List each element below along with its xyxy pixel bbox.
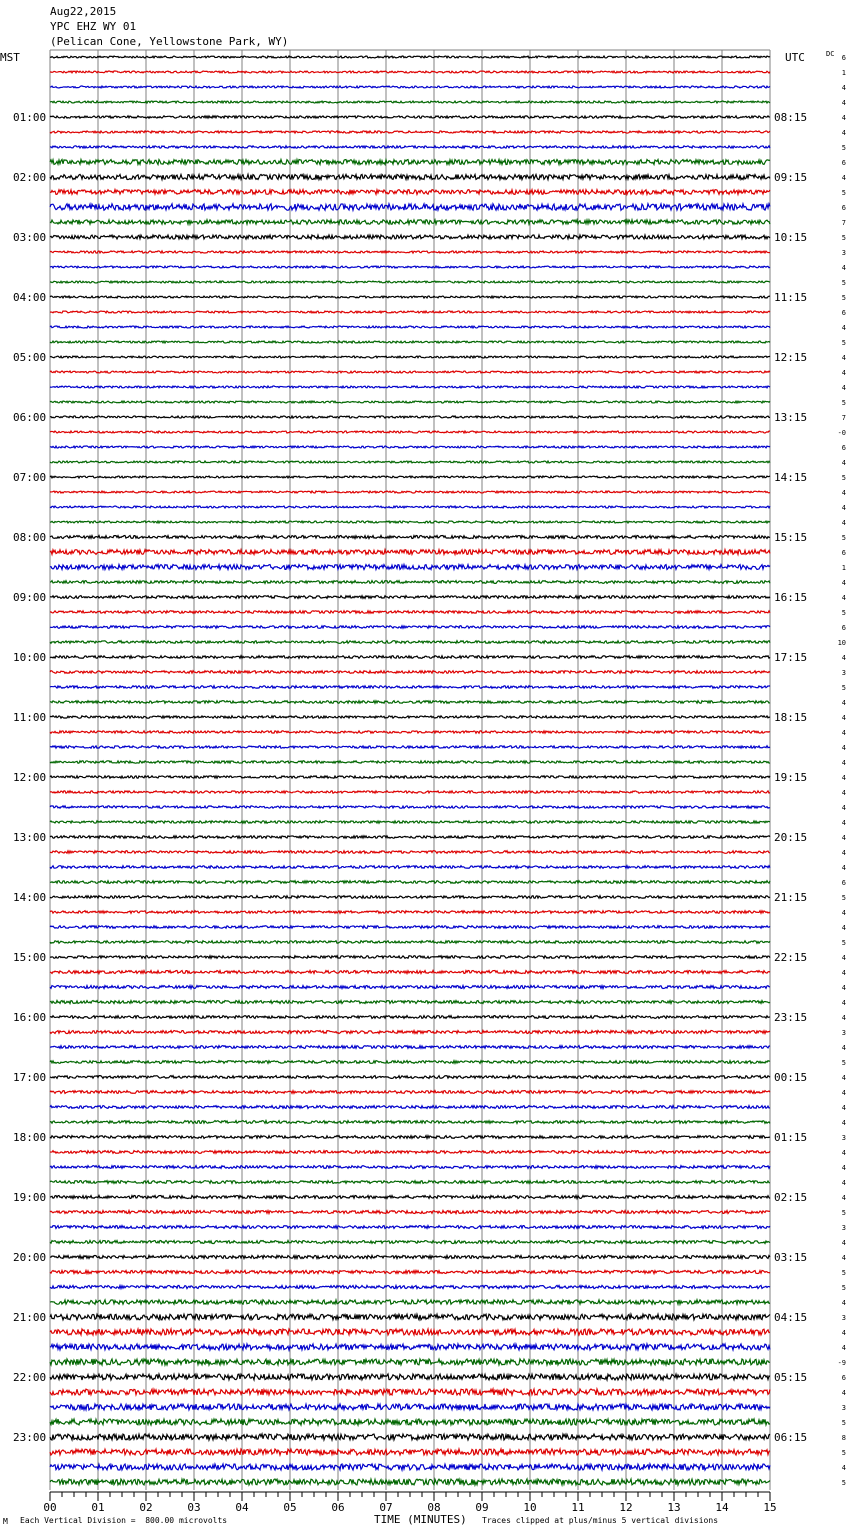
trace-row	[50, 941, 770, 944]
trace-row	[50, 866, 770, 869]
trace-row	[50, 416, 770, 418]
dc-offset-value: -9	[837, 1359, 846, 1367]
dc-offset-value: 4	[841, 1464, 846, 1472]
utc-hour-label: 10:15	[774, 231, 808, 244]
mst-hour-label: 03:00	[13, 231, 47, 244]
dc-offset-value: 4	[841, 99, 846, 107]
trace-row	[50, 476, 770, 478]
dc-offset-value: 5	[841, 1419, 846, 1427]
dc-offset-value: 4	[841, 1014, 846, 1022]
trace-row	[50, 220, 770, 224]
utc-hour-label: 21:15	[774, 891, 808, 904]
dc-offset-value: 4	[841, 759, 846, 767]
utc-hour-label: 09:15	[774, 171, 808, 184]
trace-row	[50, 956, 770, 959]
mst-hour-label: 04:00	[13, 291, 47, 304]
x-tick-label: 07	[379, 1501, 393, 1514]
dc-offset-value: 4	[841, 1044, 846, 1052]
trace-row	[50, 401, 770, 403]
dc-offset-value: 4	[841, 729, 846, 737]
dc-offset-value: 5	[841, 894, 846, 902]
mst-hour-label: 14:00	[13, 891, 47, 904]
trace-row	[50, 656, 770, 659]
dc-offset-value: 1	[841, 564, 846, 572]
dc-offset-value: 4	[841, 744, 846, 752]
dc-offset-value: 4	[841, 864, 846, 872]
trace-row	[50, 851, 770, 854]
dc-offset-value: 4	[841, 384, 846, 392]
trace-row	[50, 204, 770, 210]
trace-row	[50, 986, 770, 989]
trace-row	[50, 806, 770, 808]
dc-offset-value: 5	[841, 1209, 846, 1217]
x-tick-label: 11	[571, 1501, 585, 1514]
scale-note: Each Vertical Division = 800.00 microvolts	[20, 1516, 228, 1525]
dc-offset-value: 4	[841, 354, 846, 362]
dc-offset-value: 4	[841, 84, 846, 92]
x-tick-label: 01	[91, 1501, 105, 1514]
dc-offset-value: 4	[841, 1344, 846, 1352]
dc-offset-value: 4	[841, 1329, 846, 1337]
dc-offset-value: 4	[841, 324, 846, 332]
trace-row	[50, 386, 770, 388]
dc-offset-value: 4	[841, 1149, 846, 1157]
dc-offset-value: 3	[841, 1314, 846, 1322]
dc-offset-value: 5	[841, 294, 846, 302]
utc-hour-label: 11:15	[774, 291, 808, 304]
trace-row	[50, 716, 770, 718]
trace-row	[50, 1181, 770, 1184]
trace-row	[50, 101, 770, 103]
dc-offset-value: 5	[841, 279, 846, 287]
trace-row	[50, 1241, 770, 1244]
x-tick-label: 06	[331, 1501, 345, 1514]
dc-offset-value: 7	[841, 414, 846, 422]
seismic-traces	[50, 56, 770, 1485]
dc-offset-value: 1	[841, 69, 846, 77]
dc-offset-value: 5	[841, 684, 846, 692]
trace-row	[50, 971, 770, 974]
trace-row	[50, 1464, 770, 1470]
trace-row	[50, 896, 770, 899]
dc-offset-value: 4	[841, 834, 846, 842]
mst-hour-label: 05:00	[13, 351, 47, 364]
trace-row	[50, 371, 770, 373]
dc-offset-value: 7	[841, 219, 846, 227]
dc-offset-value: 4	[841, 1164, 846, 1172]
dc-offset-value: 4	[841, 969, 846, 977]
trace-row	[50, 1226, 770, 1229]
mst-hour-label: 16:00	[13, 1011, 47, 1024]
dc-offset-value: 4	[841, 369, 846, 377]
trace-row	[50, 626, 770, 629]
utc-hour-label: 16:15	[774, 591, 808, 604]
x-tick-label: 12	[619, 1501, 633, 1514]
trace-row	[50, 146, 770, 148]
dc-offset-value: 4	[841, 849, 846, 857]
trace-row	[50, 881, 770, 884]
trace-row	[50, 311, 770, 313]
dc-offset-value: 4	[841, 1179, 846, 1187]
mst-hour-label: 11:00	[13, 711, 47, 724]
trace-row	[50, 1300, 770, 1304]
dc-offset-value: 4	[841, 519, 846, 527]
dc-offset-value: 5	[841, 144, 846, 152]
trace-row	[50, 1196, 770, 1199]
station-code: YPC EHZ WY 01	[50, 20, 137, 33]
dc-offset-value: 4	[841, 984, 846, 992]
dc-offset-value: 4	[841, 174, 846, 182]
trace-row	[50, 641, 770, 644]
mst-hour-label: 09:00	[13, 591, 47, 604]
mst-hour-label: 18:00	[13, 1131, 47, 1144]
trace-row	[50, 1479, 770, 1485]
dc-offset-value: 4	[841, 459, 846, 467]
mst-hour-label: 13:00	[13, 831, 47, 844]
x-axis	[43, 1492, 776, 1514]
dc-offset-value: 4	[841, 774, 846, 782]
dc-offset-value: 4	[841, 1104, 846, 1112]
trace-row	[50, 1329, 770, 1335]
right-timezone-label: UTC	[785, 51, 805, 64]
utc-hour-label: 06:15	[774, 1431, 808, 1444]
dc-offset-value: 5	[841, 1479, 846, 1487]
mst-hour-label: 21:00	[13, 1311, 47, 1324]
left-timezone-label: MST	[0, 51, 20, 64]
mst-hour-label: 20:00	[13, 1251, 47, 1264]
utc-hour-label: 20:15	[774, 831, 808, 844]
utc-hour-label: 08:15	[774, 111, 808, 124]
dc-offset-value: 3	[841, 1404, 846, 1412]
trace-row	[50, 701, 770, 704]
dc-offset-value: 6	[841, 444, 846, 452]
trace-row	[50, 536, 770, 539]
dc-offset-value: 4	[841, 714, 846, 722]
trace-row	[50, 356, 770, 358]
utc-hour-label: 18:15	[774, 711, 808, 724]
dc-offset-value: 5	[841, 1449, 846, 1457]
trace-row	[50, 596, 770, 599]
dc-offset-value: 4	[841, 579, 846, 587]
trace-row	[50, 776, 770, 778]
dc-offset-value: 6	[841, 309, 846, 317]
x-tick-label: 14	[715, 1501, 729, 1514]
dc-offset-value: 4	[841, 1119, 846, 1127]
x-tick-label: 04	[235, 1501, 249, 1514]
trace-row	[50, 1106, 770, 1109]
trace-row	[50, 174, 770, 179]
mst-hour-label: 02:00	[13, 171, 47, 184]
utc-hour-label: 05:15	[774, 1371, 808, 1384]
dc-offset-value: 5	[841, 234, 846, 242]
utc-hour-label: 13:15	[774, 411, 808, 424]
trace-row	[50, 131, 770, 133]
x-tick-label: 15	[763, 1501, 777, 1514]
trace-row	[50, 1434, 770, 1440]
trace-row	[50, 671, 770, 674]
dc-offset-value: 4	[841, 1074, 846, 1082]
trace-row	[50, 1046, 770, 1049]
trace-row	[50, 431, 770, 433]
trace-row	[50, 1166, 770, 1169]
trace-row	[50, 926, 770, 929]
x-tick-label: 13	[667, 1501, 681, 1514]
x-tick-label: 05	[283, 1501, 297, 1514]
mst-hour-label: 22:00	[13, 1371, 47, 1384]
dc-offset-value: 5	[841, 1269, 846, 1277]
trace-row	[50, 116, 770, 118]
trace-row	[50, 1076, 770, 1079]
mst-hour-label: 23:00	[13, 1431, 47, 1444]
trace-row	[50, 341, 770, 343]
trace-row	[50, 1031, 770, 1034]
trace-row	[50, 1449, 770, 1455]
dc-offset-value: 3	[841, 1224, 846, 1232]
trace-row	[50, 1255, 770, 1258]
x-tick-label: 00	[43, 1501, 57, 1514]
dc-offset-value: 3	[841, 669, 846, 677]
record-date: Aug22,2015	[50, 5, 117, 18]
trace-row	[50, 281, 770, 283]
dc-offset-value: 6	[841, 54, 846, 62]
trace-row	[50, 565, 770, 570]
trace-row	[50, 1136, 770, 1139]
utc-hour-label: 14:15	[774, 471, 808, 484]
utc-hour-label: 03:15	[774, 1251, 808, 1264]
trace-row	[50, 686, 770, 689]
dc-offset-value: 10	[837, 639, 846, 647]
trace-row	[50, 1270, 770, 1273]
trace-row	[50, 1314, 770, 1320]
utc-hour-label: 17:15	[774, 651, 808, 664]
x-tick-label: 03	[187, 1501, 201, 1514]
utc-hour-label: 15:15	[774, 531, 808, 544]
mst-hour-label: 15:00	[13, 951, 47, 964]
trace-row	[50, 550, 770, 555]
trace-row	[50, 1344, 770, 1350]
dc-offset-value: 5	[841, 399, 846, 407]
dc-offset-value: 4	[841, 129, 846, 137]
trace-row	[50, 611, 770, 614]
x-tick-label: 02	[139, 1501, 153, 1514]
dc-offset-value: 4	[841, 804, 846, 812]
dc-offset-value: 4	[841, 909, 846, 917]
mst-hour-label: 19:00	[13, 1191, 47, 1204]
trace-row	[50, 761, 770, 763]
dc-offset-value: 4	[841, 504, 846, 512]
dc-offset-value: 6	[841, 159, 846, 167]
dc-offset-column	[838, 54, 846, 1487]
dc-offset-value: 4	[841, 1389, 846, 1397]
trace-row	[50, 1091, 770, 1094]
trace-row	[50, 491, 770, 493]
trace-row	[50, 1016, 770, 1019]
trace-row	[50, 746, 770, 748]
dc-offset-value: 4	[841, 1254, 846, 1262]
dc-offset-value: 4	[841, 699, 846, 707]
trace-row	[50, 266, 770, 268]
trace-row	[50, 731, 770, 733]
trace-row	[50, 1374, 770, 1380]
dc-offset-value: 4	[841, 654, 846, 662]
dc-offset-value: 3	[841, 249, 846, 257]
dc-offset-value: 4	[841, 1089, 846, 1097]
trace-row	[50, 71, 770, 73]
dc-offset-value: 5	[841, 609, 846, 617]
utc-hour-label: 01:15	[774, 1131, 808, 1144]
trace-row	[50, 1151, 770, 1154]
dc-offset-value: 4	[841, 954, 846, 962]
utc-hour-label: 04:15	[774, 1311, 808, 1324]
trace-row	[50, 251, 770, 253]
dc-offset-value: 5	[841, 939, 846, 947]
dc-offset-value: 4	[841, 264, 846, 272]
dc-offset-value: 4	[841, 789, 846, 797]
utc-hour-label: 12:15	[774, 351, 808, 364]
trace-row	[50, 56, 770, 58]
dc-offset-value: 6	[841, 204, 846, 212]
dc-offset-value: 4	[841, 594, 846, 602]
trace-row	[50, 1285, 770, 1288]
trace-row	[50, 1121, 770, 1124]
dc-offset-value: 5	[841, 1284, 846, 1292]
dc-offset-value: 6	[841, 879, 846, 887]
x-axis-title: TIME (MINUTES)	[374, 1513, 467, 1526]
trace-row	[50, 296, 770, 298]
mst-hour-label: 01:00	[13, 111, 47, 124]
trace-row	[50, 836, 770, 839]
trace-row	[50, 326, 770, 328]
mst-hour-label: 10:00	[13, 651, 47, 664]
dc-offset-value: 4	[841, 1239, 846, 1247]
trace-row	[50, 1404, 770, 1410]
trace-row	[50, 86, 770, 88]
trace-row	[50, 521, 770, 523]
dc-offset-value: 6	[841, 624, 846, 632]
dc-offset-value: 5	[841, 189, 846, 197]
utc-hour-label: 02:15	[774, 1191, 808, 1204]
dc-offset-value: 5	[841, 339, 846, 347]
mst-hour-label: 07:00	[13, 471, 47, 484]
trace-row	[50, 190, 770, 195]
dc-offset-value: 4	[841, 1299, 846, 1307]
dc-offset-value: -0	[837, 429, 846, 437]
dc-offset-value: 3	[841, 1134, 846, 1142]
x-tick-label: 08	[427, 1501, 441, 1514]
station-location: (Pelican Cone, Yellowstone Park, WY)	[50, 35, 289, 48]
dc-offset-value: 4	[841, 819, 846, 827]
trace-row	[50, 1419, 770, 1425]
trace-row	[50, 506, 770, 508]
trace-row	[50, 791, 770, 793]
corner-mark: M	[3, 1517, 8, 1526]
dc-offset-value: 5	[841, 474, 846, 482]
dc-header: DC	[826, 50, 835, 58]
trace-row	[50, 1359, 770, 1365]
mst-hour-label: 08:00	[13, 531, 47, 544]
dc-offset-value: 4	[841, 924, 846, 932]
utc-hour-label: 23:15	[774, 1011, 808, 1024]
clip-note: Traces clipped at plus/minus 5 vertical divisions	[482, 1516, 719, 1525]
trace-row	[50, 1211, 770, 1214]
trace-row	[50, 821, 770, 823]
trace-row	[50, 446, 770, 448]
dc-offset-value: 4	[841, 489, 846, 497]
mst-hour-label: 06:00	[13, 411, 47, 424]
trace-row	[50, 1001, 770, 1004]
dc-offset-value: 6	[841, 1374, 846, 1382]
dc-offset-value: 5	[841, 534, 846, 542]
dc-offset-value: 5	[841, 1059, 846, 1067]
trace-row	[50, 160, 770, 165]
dc-offset-value: 4	[841, 114, 846, 122]
utc-hour-label: 00:15	[774, 1071, 808, 1084]
x-tick-label: 10	[523, 1501, 537, 1514]
dc-offset-value: 4	[841, 999, 846, 1007]
mst-hour-label: 17:00	[13, 1071, 47, 1084]
trace-row	[50, 1389, 770, 1395]
trace-row	[50, 1061, 770, 1064]
mst-hour-label: 12:00	[13, 771, 47, 784]
utc-hour-label: 19:15	[774, 771, 808, 784]
x-tick-label: 09	[475, 1501, 489, 1514]
trace-row	[50, 911, 770, 914]
dc-offset-value: 4	[841, 1194, 846, 1202]
trace-row	[50, 581, 770, 584]
trace-row	[50, 235, 770, 239]
trace-row	[50, 461, 770, 463]
dc-offset-value: 8	[841, 1434, 846, 1442]
utc-hour-label: 22:15	[774, 951, 808, 964]
dc-offset-value: 6	[841, 549, 846, 557]
dc-offset-value: 3	[841, 1029, 846, 1037]
